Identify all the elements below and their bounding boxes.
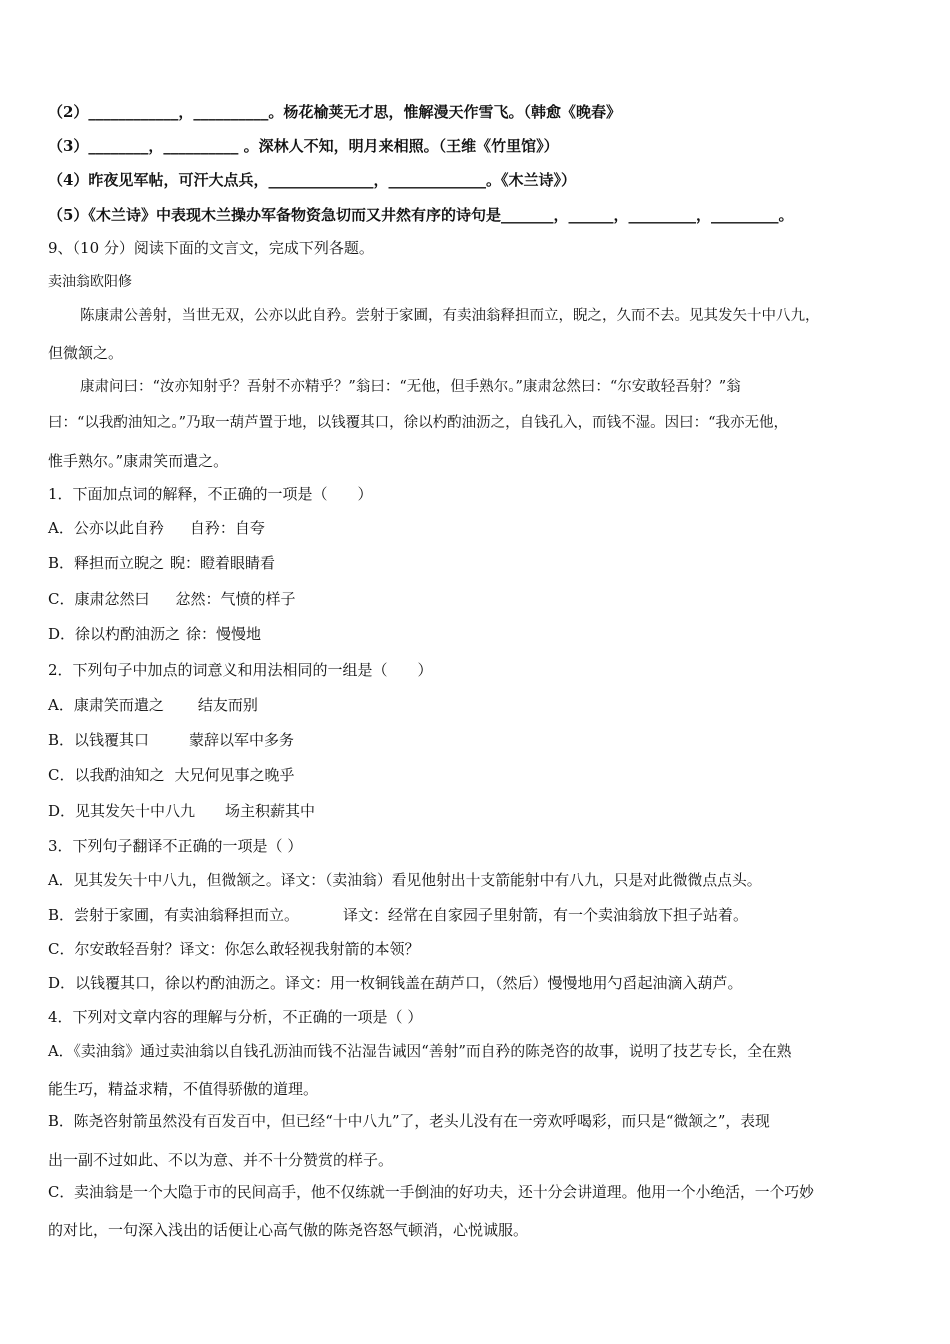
q9-header: 9、（10 分）阅读下面的文言文，完成下列各题。 <box>48 239 374 257</box>
q4-option-c-line1: C．卖油翁是一个大隐于市的民间高手，他不仅练就一手倒油的好功夫，还十分会讲道理。他用一个小绝活，一个巧妙 <box>48 1184 814 1201</box>
passage-para2-line2: 曰：“以我酌油知之。”乃取一葫芦置于地，以钱覆其口，徐以杓酌油沥之，自钱孔入，而钱不湿。因曰：“我亦无他， <box>48 415 788 431</box>
q2-stem: 2．下列句子中加点的词意义和用法相同的一组是（ ） <box>48 661 433 679</box>
passage-para1-line1: 陈康肃公善射，当世无双，公亦以此自矜。尝射于家圃，有卖油翁释担而立，睨之，久而不去。见其发矢十中八九， <box>80 308 820 324</box>
poetry-q5: （5）《木兰诗》中表现木兰操办军备物资急切而又井然有序的诗句是_______，______，_________，_________。 <box>48 206 794 224</box>
q3-option-a: A．见其发矢十中八九，但微颔之。译文：（卖油翁）看见他射出十支箭能射中有八九，只是对此微微点点头。 <box>48 872 762 889</box>
q4-stem: 4．下列对文章内容的理解与分析，不正确的一项是（ ） <box>48 1008 423 1026</box>
q4-option-b-line1: B．陈尧咨射箭虽然没有百发百中，但已经“十中八九”了，老头儿没有在一旁欢呼喝彩，而只是“微颔之”，表现 <box>48 1113 770 1130</box>
poetry-q2: （2）____________，__________。杨花榆荚无才思，惟解漫天作雪飞。（韩愈《晚春》 <box>48 103 621 121</box>
q3-stem: 3．下列句子翻译不正确的一项是（ ） <box>48 837 303 855</box>
q1-option-a: A．公亦以此自矜 自矜：自夸 <box>48 519 265 537</box>
q2-option-d: D．见其发矢十中八九 场主积薪其中 <box>48 802 316 820</box>
q4-option-c-line2: 的对比，一句深入浅出的话便让心高气傲的陈尧咨怒气顿消，心悦诚服。 <box>48 1221 529 1239</box>
passage-para2-line1: 康肃问曰：“汝亦知射乎？吾射不亦精乎？”翁曰：“无他，但手熟尔。”康肃忿然曰：“尔安敢轻吾射？”翁 <box>80 379 741 395</box>
q4-option-b-line2: 出一副不过如此、不以为意、并不十分赞赏的样子。 <box>48 1151 394 1169</box>
q2-option-a: A．康肃笑而遣之 结友而别 <box>48 696 258 714</box>
q1-option-d: D．徐以杓酌油沥之 徐：慢慢地 <box>48 625 262 643</box>
passage-para1-line2: 但微颔之。 <box>48 344 124 362</box>
q1-option-b: B．释担而立睨之 睨：瞪着眼睛看 <box>48 554 276 572</box>
q3-option-d: D．以钱覆其口，徐以杓酌油沥之。译文：用一枚铜钱盖在葫芦口，（然后）慢慢地用勺舀起油滴入葫芦。 <box>48 974 743 992</box>
q4-option-a-line1: A．《卖油翁》通过卖油翁以自钱孔沥油而钱不沾湿告诫因“善射”而自矜的陈尧咨的故事，说明了技艺专长，全在熟 <box>48 1043 792 1060</box>
q2-option-c: C．以我酌油知之 大兄何见事之晚乎 <box>48 766 295 784</box>
q3-option-b: B．尝射于家圃，有卖油翁释担而立。 译文：经常在自家园子里射箭，有一个卖油翁放下担子站着。 <box>48 906 749 924</box>
q3-option-c: C．尔安敢轻吾射？译文：你怎么敢轻视我射箭的本领？ <box>48 940 420 958</box>
q2-option-b: B．以钱覆其口 蒙辞以军中多务 <box>48 731 295 749</box>
q4-option-a-line2: 能生巧，精益求精，不值得骄傲的道理。 <box>48 1080 319 1098</box>
q1-option-c: C．康肃忿然曰 忿然：气愤的样子 <box>48 590 296 608</box>
poetry-q4: （4）昨夜见军帖，可汗大点兵，______________，_____________。《木兰诗》） <box>48 171 576 189</box>
passage-title: 卖油翁欧阳修 <box>48 274 132 290</box>
q1-stem: 1．下面加点词的解释，不正确的一项是（ ） <box>48 485 373 503</box>
poetry-q3: （3）________，__________ 。深林人不知，明月来相照。（王维《竹里馆》） <box>48 137 559 155</box>
passage-para2-line3: 惟手熟尔。”康肃笑而遣之。 <box>48 452 229 470</box>
